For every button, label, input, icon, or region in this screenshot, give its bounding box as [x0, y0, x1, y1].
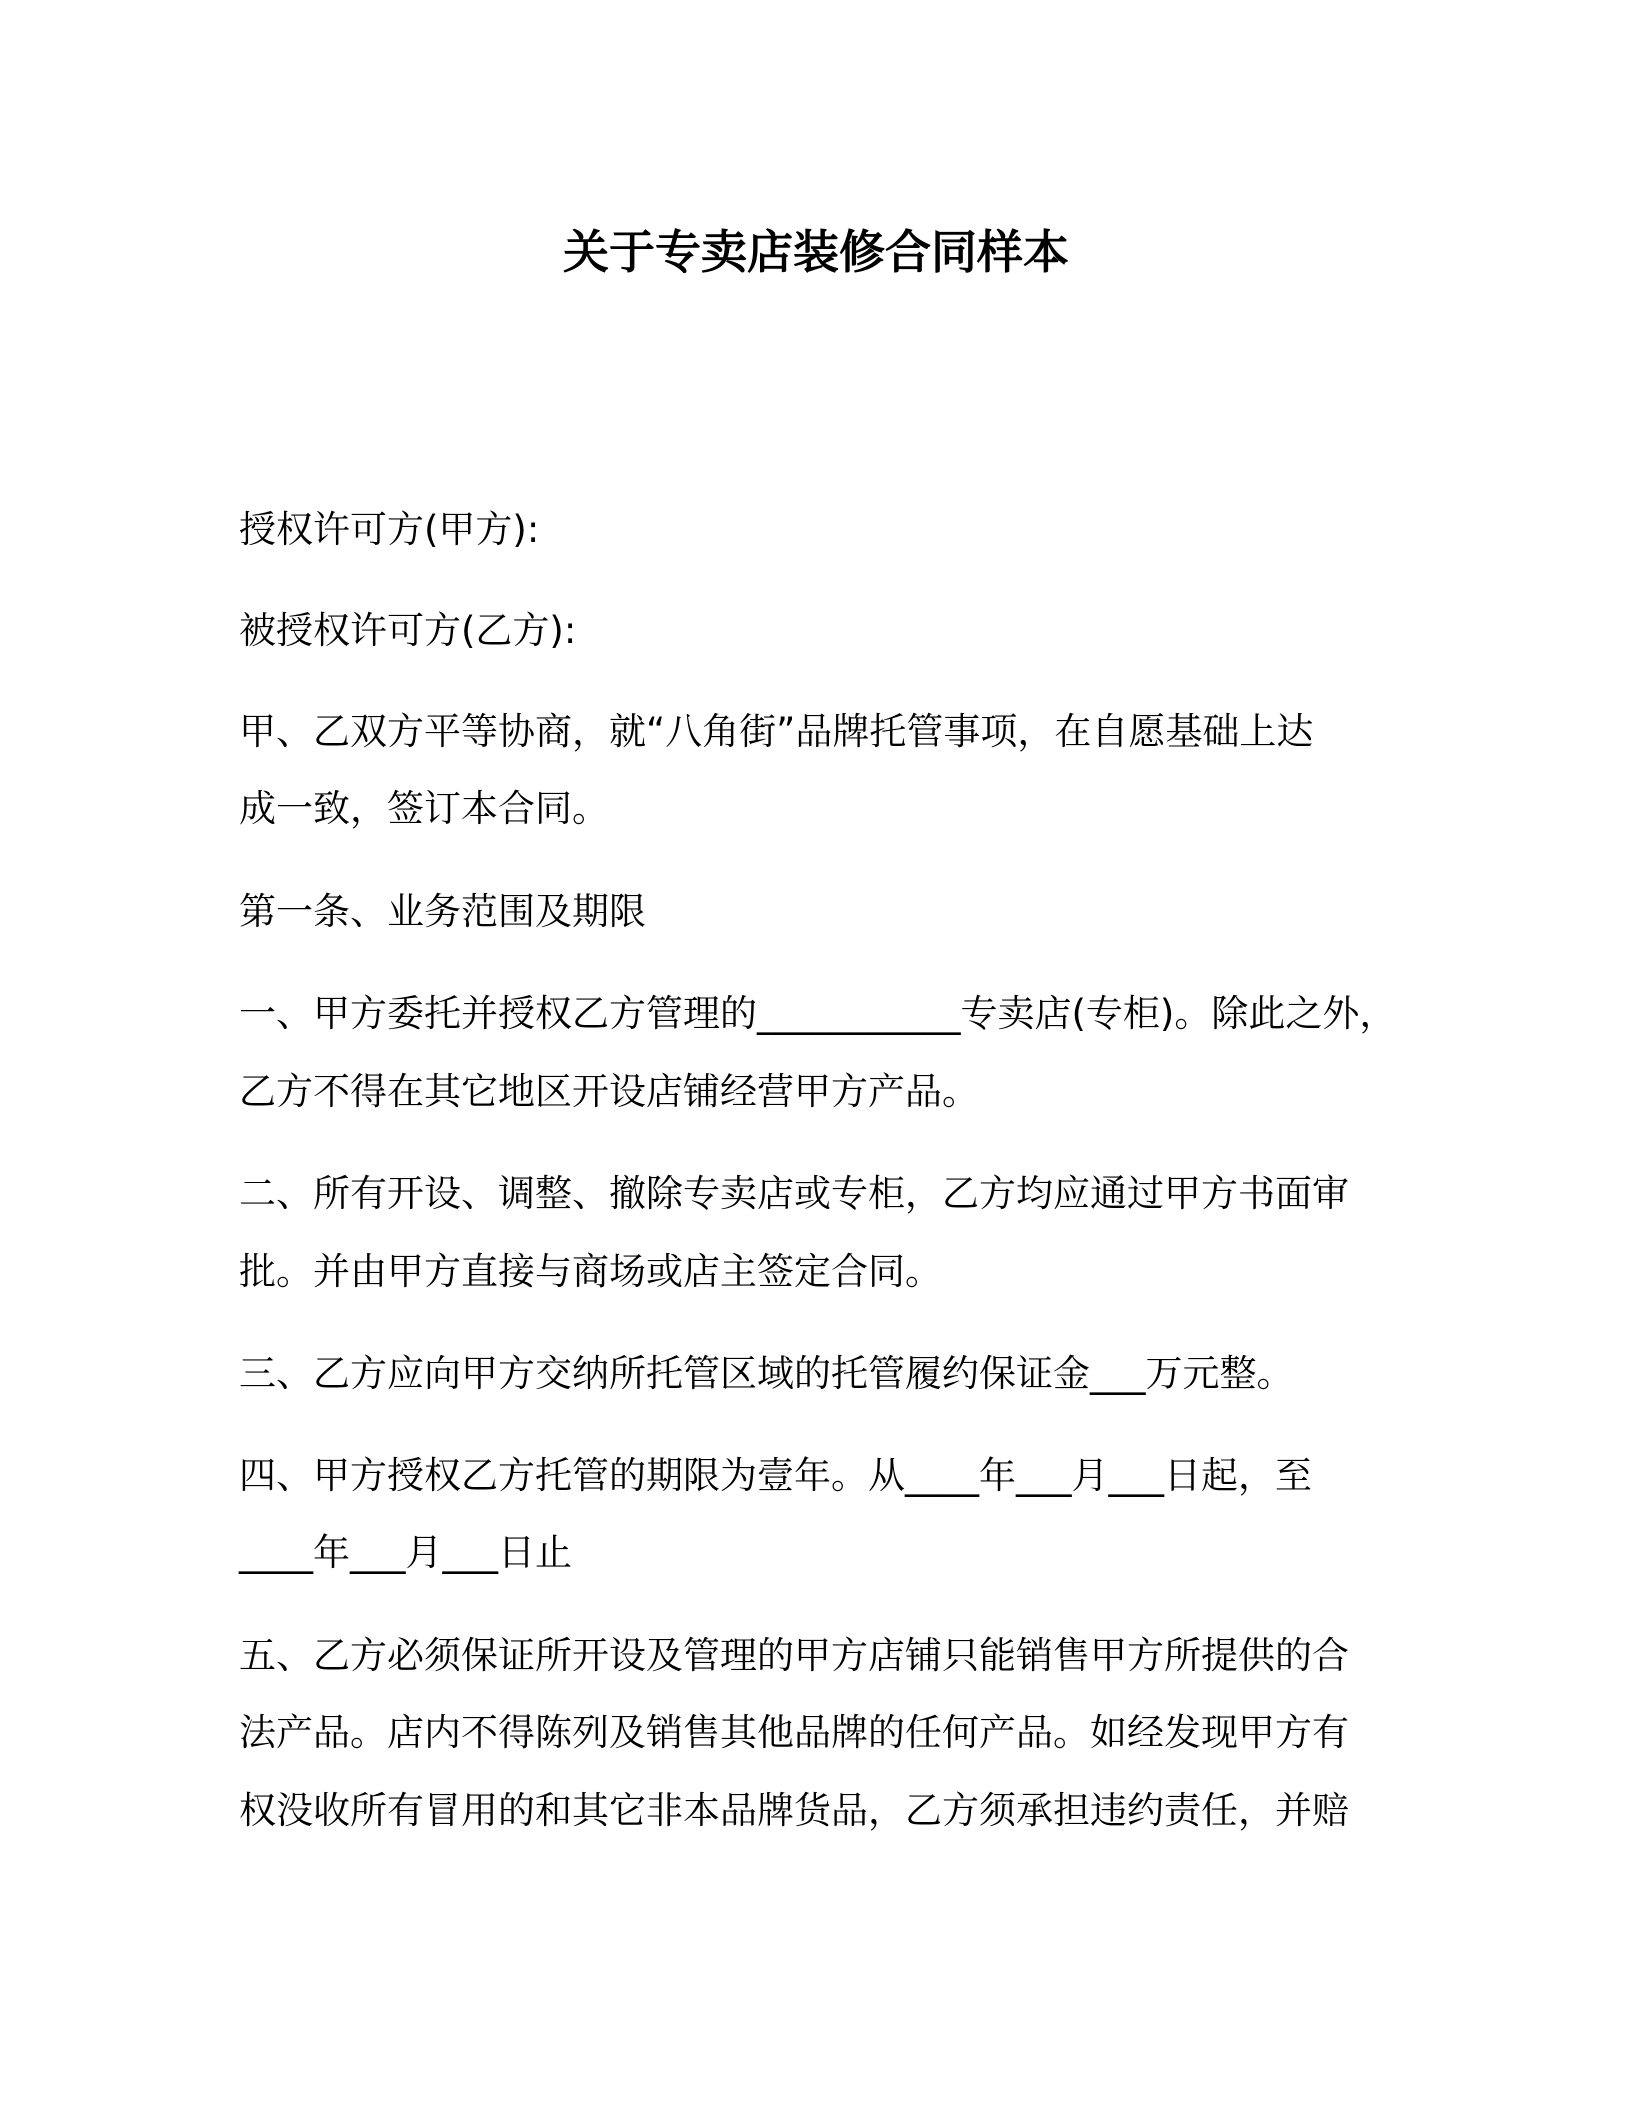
preamble-line-1: 甲、乙双方平等协商，就“八角街”品牌托管事项，在自愿基础上达: [239, 710, 1314, 753]
clause-1-line-1: 一、甲方委托并授权乙方管理的___________专卖店(专柜)。除此之外，: [239, 992, 1397, 1035]
clause-1-line-2: 乙方不得在其它地区开设店铺经营甲方产品。: [239, 1070, 979, 1113]
party-a-line: 授权许可方(甲方):: [239, 508, 540, 551]
clause-5-line-3: 权没收所有冒用的和其它非本品牌货品，乙方须承担违约责任，并赔: [239, 1789, 1349, 1832]
clause-2-line-2: 批。并由甲方直接与商场或店主签定合同。: [239, 1250, 942, 1293]
preamble-line-2: 成一致，签订本合同。: [239, 787, 609, 830]
clause-5-line-2: 法产品。店内不得陈列及销售其他品牌的任何产品。如经发现甲方有: [239, 1711, 1349, 1754]
clause-5-line-1: 五、乙方必须保证所开设及管理的甲方店铺只能销售甲方所提供的合: [239, 1634, 1349, 1677]
party-b-line: 被授权许可方(乙方):: [239, 609, 577, 652]
clause-3-line-1: 三、乙方应向甲方交纳所托管区域的托管履约保证金___万元整。: [239, 1352, 1294, 1395]
article-1-heading: 第一条、业务范围及期限: [239, 890, 646, 933]
clause-4-line-1: 四、甲方授权乙方托管的期限为壹年。从____年___月___日起，至: [239, 1454, 1312, 1497]
clause-4-line-2: ____年___月___日止: [239, 1531, 572, 1574]
clause-2-line-1: 二、所有开设、调整、撤除专卖店或专柜，乙方均应通过甲方书面审: [239, 1172, 1349, 1215]
document-title: 关于专卖店装修合同样本: [563, 225, 1069, 279]
